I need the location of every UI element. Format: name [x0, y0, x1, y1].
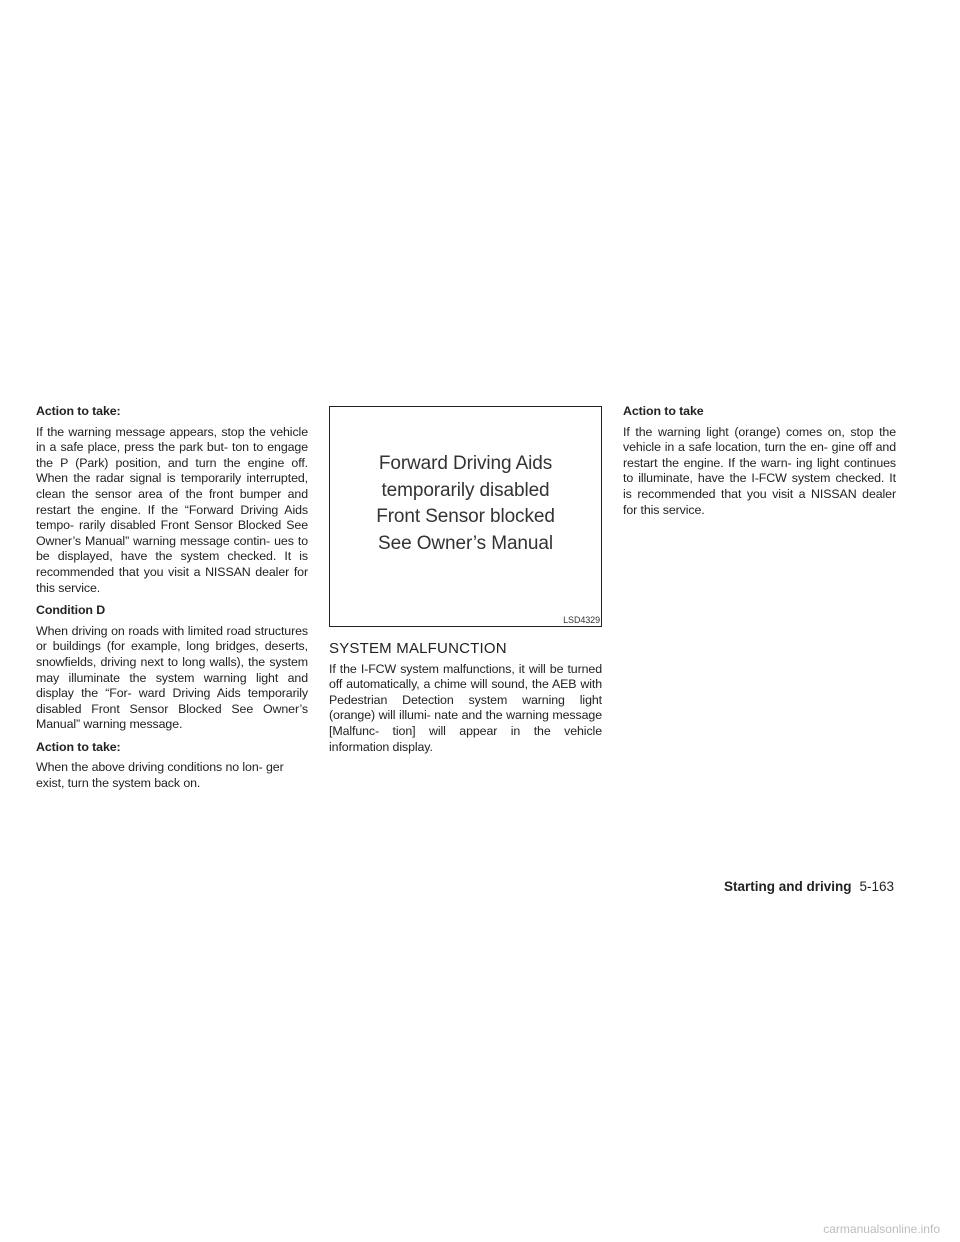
section-title: SYSTEM MALFUNCTION	[329, 640, 507, 657]
watermark: carmanualsonline.info	[823, 1222, 940, 1236]
warning-display-figure	[329, 406, 602, 627]
middle-column	[329, 404, 602, 762]
action-heading: Action to take:	[36, 404, 121, 418]
page-number: 5-163	[859, 879, 894, 894]
warning-line-2: temporarily disabled	[381, 479, 550, 501]
footer-section-name: Starting and driving	[723, 879, 852, 894]
figure-code: LSD4329	[563, 615, 600, 625]
warning-line-1: Forward Driving Aids	[378, 453, 553, 474]
action-heading-2: Action to take:	[36, 739, 121, 754]
left-column	[36, 404, 308, 799]
action-paragraph-2: When the above driving conditions no lon- ger exist, turn the system back on.	[36, 760, 284, 791]
malfunction-paragraph: If the I-FCW system malfunctions, it will be turned off automatically, a chime will sound, the AEB with Pedestrian Detection system warning light (orange) will illumi- nate and the warning message [Malfunc- tion] will appear in the vehicle information display.	[329, 661, 602, 754]
condition-d-paragraph: When driving on roads with limited road structures or buildings (for example, long bridges, deserts, snowfields, driving next to long walls), the system may illuminate the system warning light and display the “For- ward Driving Aids temporarily disabled Front Sensor Blocked See Owner’s Manual” warning message.	[36, 623, 308, 732]
action-paragraph: If the warning message appears, stop the vehicle in a safe place, press the park but- ton to engage the P (Park) position, and turn the engine off. When the radar signal is temporarily interrupted, clean the sensor area of the front bumper and restart the engine. If the “Forward Driving Aids tempo- rarily disabled Front Sensor Blocked See Owner’s Manual” warning message contin- ues to be displayed, have the system checked. It is recommended that you visit a NISSAN dealer for this service.	[36, 424, 308, 595]
action-paragraph-3: If the warning light (orange) comes on, stop the vehicle in a safe location, turn the en- gine off and restart the engine. If the warn- ing light continues to illuminate, have the I-FCW system checked. It is recommended that you visit a NISSAN dealer for this service.	[623, 424, 896, 517]
condition-d-heading: Condition D	[36, 603, 106, 618]
right-column	[623, 404, 896, 525]
action-heading-3: Action to take	[623, 404, 704, 418]
warning-line-3: Front Sensor blocked	[376, 506, 555, 527]
warning-line-4: See Owner’s Manual	[378, 532, 553, 554]
warning-message	[330, 451, 601, 557]
page-footer	[724, 879, 894, 895]
